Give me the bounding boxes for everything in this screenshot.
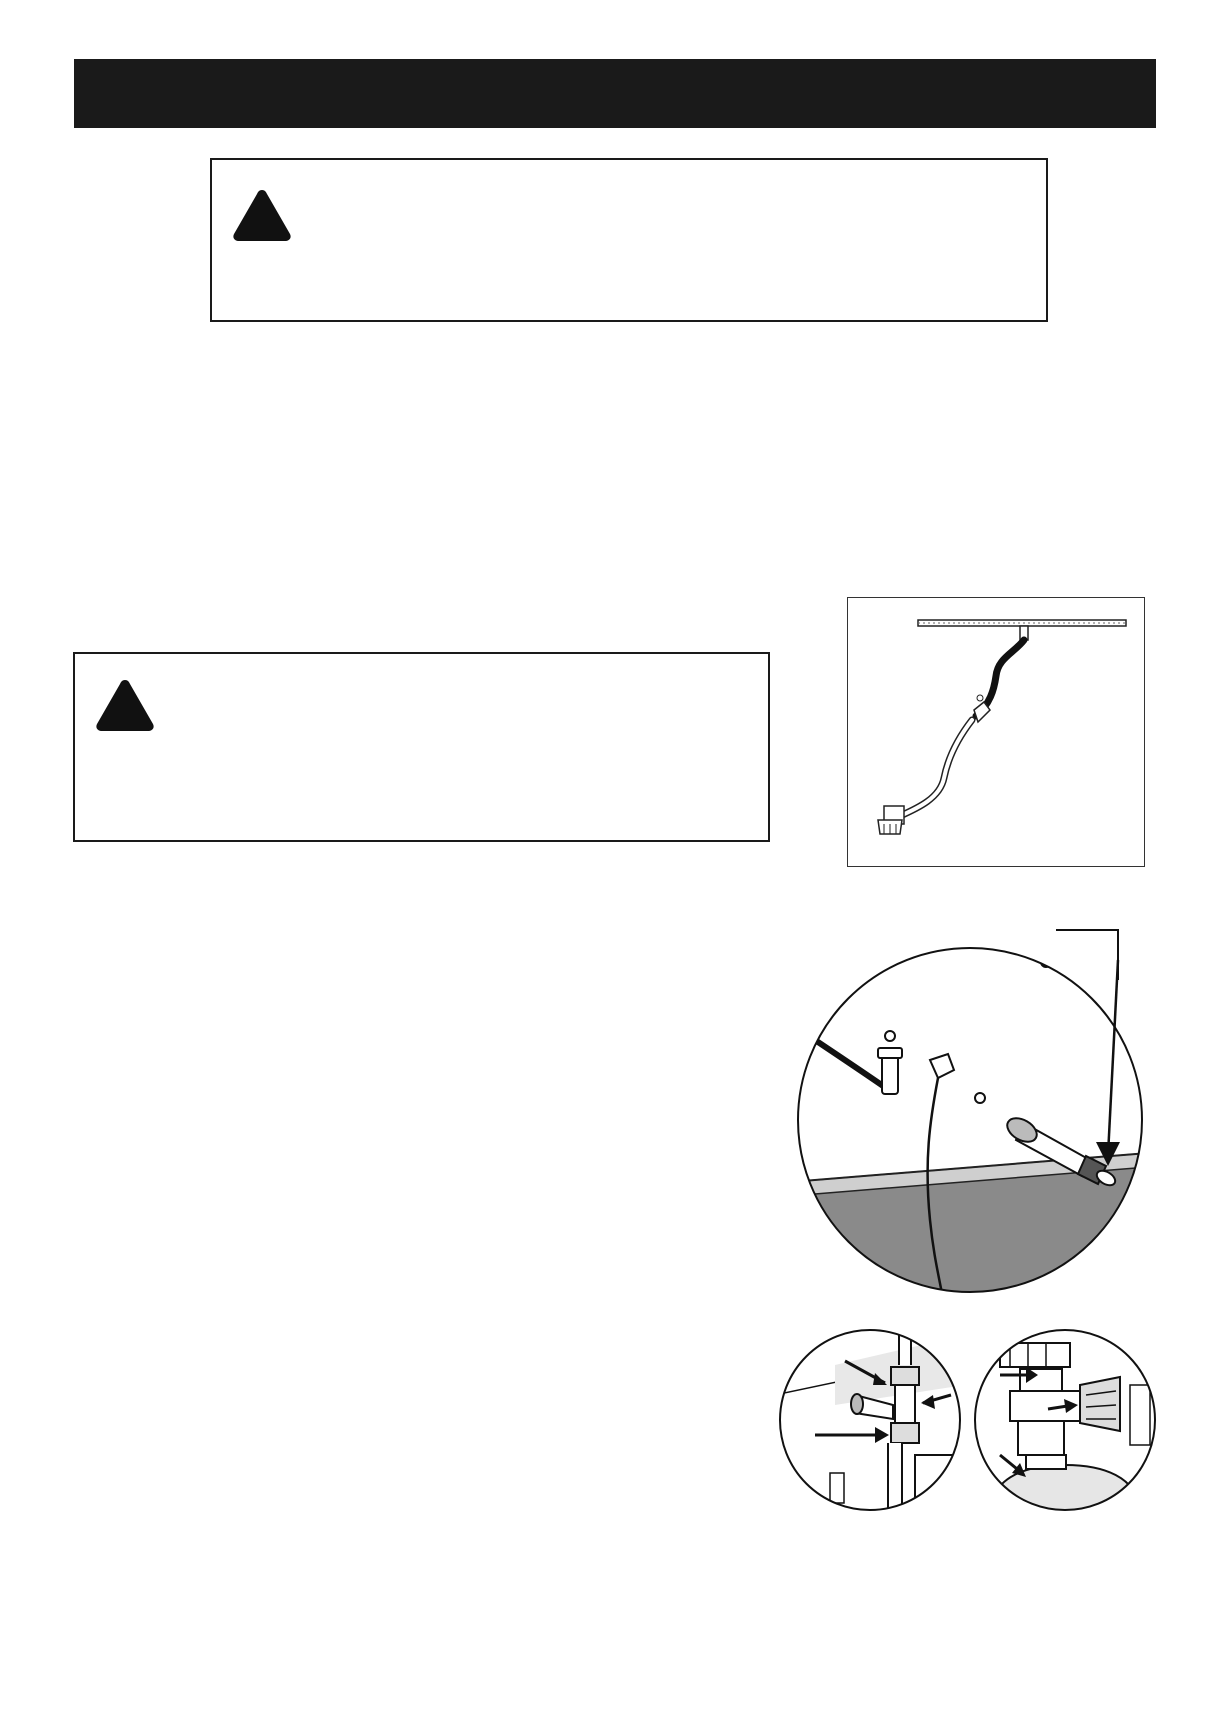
hose-assembly-figure xyxy=(847,597,1145,867)
page-header-bar xyxy=(74,59,1156,128)
warning-box xyxy=(73,652,770,842)
warning-triangle-icon xyxy=(95,678,155,732)
fitting-leak-check-figure-left xyxy=(775,1325,965,1515)
warning-box xyxy=(210,158,1048,322)
burner-connection-figure xyxy=(790,920,1160,1310)
warning-triangle-icon xyxy=(232,188,292,242)
tank-valve-leak-check-figure-right xyxy=(970,1325,1160,1515)
hose-assembly-illustration xyxy=(848,598,1144,866)
